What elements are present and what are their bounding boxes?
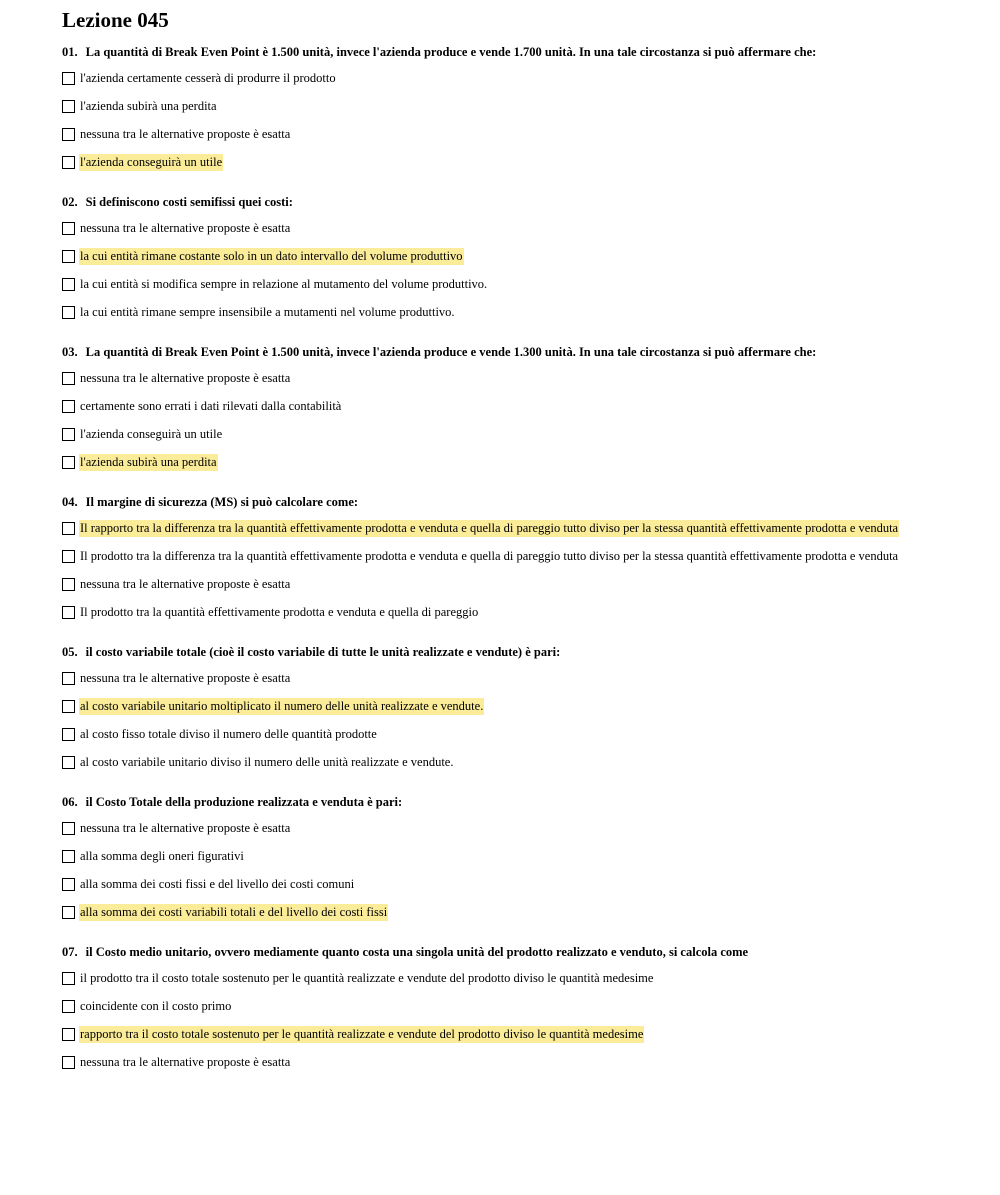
answer-checkbox[interactable] xyxy=(62,756,75,769)
question-text xyxy=(62,494,962,510)
answer-options xyxy=(62,214,962,326)
answer-checkbox[interactable] xyxy=(62,400,75,413)
question-prompt: La quantità di Break Even Point è 1.500 unità, invece l'azienda produce e vende 1.300 unità. In una tale circostanza si può affermare che: xyxy=(85,345,817,359)
answer-option[interactable] xyxy=(62,242,962,270)
answer-checkbox[interactable] xyxy=(62,522,75,535)
answer-label: nessuna tra le alternative proposte è esatta xyxy=(80,820,291,835)
answer-option[interactable] xyxy=(62,1048,962,1076)
question-list xyxy=(62,44,962,1076)
answer-label-highlighted: la cui entità rimane costante solo in un dato intervallo del volume produttivo xyxy=(80,248,463,263)
answer-options xyxy=(62,64,962,176)
question-block xyxy=(62,644,962,776)
answer-options xyxy=(62,664,962,776)
answer-option[interactable] xyxy=(62,92,962,120)
answer-checkbox[interactable] xyxy=(62,250,75,263)
answer-option[interactable] xyxy=(62,298,962,326)
answer-options xyxy=(62,364,962,476)
answer-label-highlighted: alla somma dei costi variabili totali e del livello dei costi fissi xyxy=(80,904,388,919)
answer-checkbox[interactable] xyxy=(62,700,75,713)
question-text xyxy=(62,944,962,960)
answer-option[interactable] xyxy=(62,148,962,176)
question-number: 07. xyxy=(62,945,78,959)
answer-label-highlighted: Il rapporto tra la differenza tra la quantità effettivamente prodotta e venduta e quella di pareggio tutto diviso per la stessa quantità effettivamente prodotta e venduta xyxy=(80,520,899,535)
question-block xyxy=(62,794,962,926)
question-prompt: il costo variabile totale (cioè il costo variabile di tutte le unità realizzate e vendute) è pari: xyxy=(85,645,561,659)
answer-checkbox[interactable] xyxy=(62,850,75,863)
question-number: 06. xyxy=(62,795,78,809)
answer-option[interactable] xyxy=(62,720,962,748)
question-block xyxy=(62,44,962,176)
quiz-page xyxy=(62,8,962,1076)
answer-option[interactable] xyxy=(62,420,962,448)
answer-checkbox[interactable] xyxy=(62,1056,75,1069)
answer-checkbox[interactable] xyxy=(62,372,75,385)
answer-option[interactable] xyxy=(62,364,962,392)
answer-label: l'azienda subirà una perdita xyxy=(80,98,217,113)
answer-checkbox[interactable] xyxy=(62,972,75,985)
answer-label: la cui entità si modifica sempre in relazione al mutamento del volume produttivo. xyxy=(80,276,488,291)
answer-checkbox[interactable] xyxy=(62,578,75,591)
answer-checkbox[interactable] xyxy=(62,672,75,685)
answer-option[interactable] xyxy=(62,748,962,776)
answer-option[interactable] xyxy=(62,898,962,926)
answer-option[interactable] xyxy=(62,870,962,898)
answer-label: al costo variabile unitario diviso il numero delle unità realizzate e vendute. xyxy=(80,754,454,769)
question-number: 02. xyxy=(62,195,78,209)
answer-option[interactable] xyxy=(62,692,962,720)
answer-option[interactable] xyxy=(62,570,962,598)
answer-checkbox[interactable] xyxy=(62,306,75,319)
answer-checkbox[interactable] xyxy=(62,878,75,891)
answer-checkbox[interactable] xyxy=(62,72,75,85)
answer-options xyxy=(62,964,962,1076)
answer-option[interactable] xyxy=(62,214,962,242)
answer-option[interactable] xyxy=(62,448,962,476)
answer-checkbox[interactable] xyxy=(62,100,75,113)
answer-option[interactable] xyxy=(62,64,962,92)
answer-checkbox[interactable] xyxy=(62,156,75,169)
answer-options xyxy=(62,814,962,926)
answer-checkbox[interactable] xyxy=(62,606,75,619)
answer-label: nessuna tra le alternative proposte è esatta xyxy=(80,126,291,141)
answer-label: al costo fisso totale diviso il numero delle quantità prodotte xyxy=(80,726,377,741)
answer-checkbox[interactable] xyxy=(62,428,75,441)
answer-checkbox[interactable] xyxy=(62,278,75,291)
question-block xyxy=(62,494,962,626)
answer-option[interactable] xyxy=(62,120,962,148)
question-prompt: il Costo Totale della produzione realizzata e venduta è pari: xyxy=(85,795,403,809)
question-prompt: La quantità di Break Even Point è 1.500 unità, invece l'azienda produce e vende 1.700 unità. In una tale circostanza si può affermare che: xyxy=(85,45,817,59)
answer-option[interactable] xyxy=(62,542,962,570)
answer-label: alla somma dei costi fissi e del livello dei costi comuni xyxy=(80,876,355,891)
answer-checkbox[interactable] xyxy=(62,550,75,563)
answer-options xyxy=(62,514,962,626)
answer-option[interactable] xyxy=(62,598,962,626)
answer-label: certamente sono errati i dati rilevati dalla contabilità xyxy=(80,398,342,413)
answer-label-highlighted: rapporto tra il costo totale sostenuto per le quantità realizzate e vendute del prodotto diviso le quantità medesime xyxy=(80,1026,644,1041)
question-text xyxy=(62,344,962,360)
question-number: 01. xyxy=(62,45,78,59)
answer-checkbox[interactable] xyxy=(62,1028,75,1041)
answer-label: coincidente con il costo primo xyxy=(80,998,232,1013)
answer-label: nessuna tra le alternative proposte è esatta xyxy=(80,576,291,591)
answer-label: alla somma degli oneri figurativi xyxy=(80,848,244,863)
lesson-title: Lezione 045 xyxy=(62,8,169,32)
answer-checkbox[interactable] xyxy=(62,728,75,741)
answer-label: il prodotto tra il costo totale sostenuto per le quantità realizzate e vendute del prodotto diviso le quantità medesime xyxy=(80,970,654,985)
answer-option[interactable] xyxy=(62,270,962,298)
answer-option[interactable] xyxy=(62,814,962,842)
answer-option[interactable] xyxy=(62,392,962,420)
answer-label-highlighted: l'azienda subirà una perdita xyxy=(80,454,217,469)
answer-checkbox[interactable] xyxy=(62,1000,75,1013)
answer-option[interactable] xyxy=(62,514,962,542)
question-prompt: il Costo medio unitario, ovvero mediamente quanto costa una singola unità del prodotto realizzato e venduto, si calcola come xyxy=(85,945,749,959)
answer-checkbox[interactable] xyxy=(62,822,75,835)
question-text xyxy=(62,794,962,810)
question-number: 04. xyxy=(62,495,78,509)
question-text xyxy=(62,44,962,60)
answer-label-highlighted: l'azienda conseguirà un utile xyxy=(80,154,223,169)
answer-label: la cui entità rimane sempre insensibile a mutamenti nel volume produttivo. xyxy=(80,304,455,319)
answer-label: nessuna tra le alternative proposte è esatta xyxy=(80,370,291,385)
answer-label: nessuna tra le alternative proposte è esatta xyxy=(80,1054,291,1069)
question-block xyxy=(62,194,962,326)
question-prompt: Si definiscono costi semifissi quei costi: xyxy=(85,195,293,209)
answer-label-highlighted: al costo variabile unitario moltiplicato il numero delle unità realizzate e vendute. xyxy=(80,698,484,713)
answer-checkbox[interactable] xyxy=(62,906,75,919)
answer-option[interactable] xyxy=(62,664,962,692)
question-block xyxy=(62,944,962,1076)
answer-option[interactable] xyxy=(62,992,962,1020)
answer-checkbox[interactable] xyxy=(62,222,75,235)
question-number: 03. xyxy=(62,345,78,359)
answer-checkbox[interactable] xyxy=(62,128,75,141)
question-prompt: Il margine di sicurezza (MS) si può calcolare come: xyxy=(85,495,359,509)
question-text xyxy=(62,194,962,210)
answer-label: Il prodotto tra la quantità effettivamente prodotta e venduta e quella di pareggio xyxy=(80,604,479,619)
question-text xyxy=(62,644,962,660)
answer-option[interactable] xyxy=(62,964,962,992)
answer-label: nessuna tra le alternative proposte è esatta xyxy=(80,670,291,685)
answer-checkbox[interactable] xyxy=(62,456,75,469)
answer-label: Il prodotto tra la differenza tra la quantità effettivamente prodotta e venduta e quella di pareggio tutto diviso per la stessa quantità effettivamente prodotta e venduta xyxy=(80,548,899,563)
question-block xyxy=(62,344,962,476)
answer-label: nessuna tra le alternative proposte è esatta xyxy=(80,220,291,235)
answer-label: l'azienda conseguirà un utile xyxy=(80,426,223,441)
answer-option[interactable] xyxy=(62,1020,962,1048)
answer-option[interactable] xyxy=(62,842,962,870)
answer-label: l'azienda certamente cesserà di produrre il prodotto xyxy=(80,70,336,85)
question-number: 05. xyxy=(62,645,78,659)
